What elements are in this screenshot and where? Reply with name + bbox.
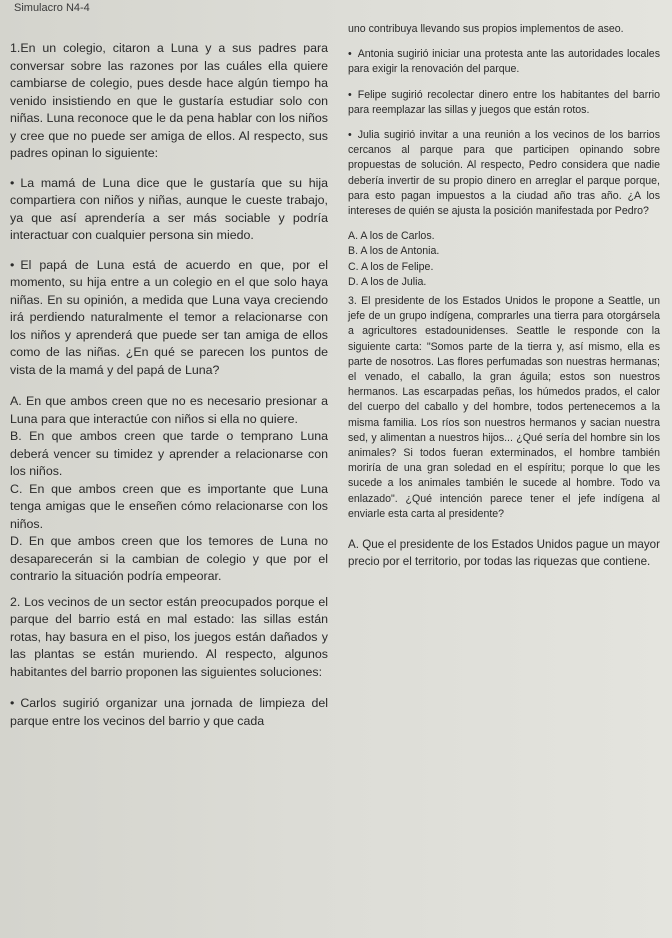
question-2-options [348, 229, 660, 290]
q2-option-a[interactable]: A. A los de Carlos. [348, 230, 435, 243]
bullet-carlos: • Carlos sugirió organizar una jornada de limpieza del parque entre los vecinos del barrio y que cada [10, 695, 328, 730]
question-3-text: 3. El presidente de los Estados Unidos le propone a Seattle, un jefe de un grupo indígena, comprarles una tierra para otorgársela a agricultores estadounidenses. Seattle le responde con la siguiente carta: "Somos parte de la tierra y, así mismo, ella es parte de nosotros. Las flores perfumadas son nuestras hermanas; el venado, el caballo, la gran águila; estos son nuestros hermanos. Las escarpadas peñas, los húmedos prados, el calor del cuerpo del caballo y del hombre, todos pertenecemos a la misma familia. Los ríos son nuestros hermanos y sacian nuestra sed, y alimentan a nuestros hijos... ¿Qué sería del hombre sin los animales? Si todos fueran exterminados, el hombre también moriría de una gran soledad en el espíritu; porque lo que les sucede a los animales también le sucede al hombre. Todo va enlazado". ¿Qué intención parece tener el jefe indígena al enviarle esta carta al presidente? [348, 295, 660, 520]
bullet-felipe: • Felipe sugirió recolectar dinero entre los habitantes del barrio para reemplazar las sillas y juegos que están rotos. [348, 88, 660, 118]
right-column [348, 22, 660, 570]
q1-option-a[interactable]: A. En que ambos creen que no es necesario presionar a Luna para que interactúe con niños si ella no quiere. [10, 394, 328, 426]
q2-option-c[interactable]: C. A los de Felipe. [348, 260, 434, 273]
left-column [10, 22, 328, 730]
q1-option-d[interactable]: D. En que ambos creen que los temores de Luna no desaparecerán si la cambian de colegio y que por el contrario la situación podría empeorar. [10, 534, 328, 583]
bullet-mom: • La mamá de Luna dice que le gustaría que su hija compartiera con niños y niñas, aunque le cueste trabajo, ya que así aprendería a ser más sociable y podría interactuar con cualquier persona sin miedo. [10, 175, 328, 245]
question-2-text: 2. Los vecinos de un sector están preocupados porque el parque del barrio está en mal estado: las sillas están rotas, hay basura en el piso, los juegos están dañados y las plantas se están muriendo. Al respecto, algunos habitantes del barrio proponen las siguientes soluciones: [10, 594, 328, 679]
bullet-carlos-continued: uno contribuya llevando sus propios implementos de aseo. [348, 23, 624, 35]
q3-option-a[interactable]: A. Que el presidente de los Estados Unidos pague un mayor precio por el territorio, por todas las riquezas que contiene. [348, 538, 660, 569]
document-header: Simulacro N4-4 [14, 2, 90, 14]
q1-option-c[interactable]: C. En que ambos creen que es importante que Luna tenga amigas que le enseñen cómo relacionarse con los niños. [10, 481, 328, 531]
q1-option-b[interactable]: B. En que ambos creen que tarde o temprano Luna deberá vencer su timidez y aprender a relacionarse con los niños. [10, 429, 328, 478]
q2-option-b[interactable]: B. A los de Antonia. [348, 245, 440, 258]
q2-option-d[interactable]: D. A los de Julia. [348, 275, 427, 288]
question-1-text: 1.En un colegio, citaron a Luna y a sus padres para conversar sobre las razones por las cuáles ella quiere cambiarse de colegio, pues desde hace algún tiempo ha venido insistiendo en que le gustaría estudiar solo con niñas. Luna reconoce que le da pena hablar con los niños y cree que no puede ser amiga de ellos. Al respecto, sus padres opinan lo siguiente: [10, 41, 328, 160]
bullet-dad: • El papá de Luna está de acuerdo en que, por el momento, su hija entre a un colegio en el que solo haya niñas. En su opinión, a medida que Luna vaya creciendo irá perdiendo naturalmente el temor a relacionarse con los niños y aprenderá que puede ser tan amiga de ellos como de las niñas. ¿En qué se parecen los puntos de vista de la mamá y del papá de Luna? [10, 257, 328, 380]
question-1-options [10, 393, 328, 586]
bullet-antonia: • Antonia sugirió iniciar una protesta ante las autoridades locales para exigir la renovación del parque. [348, 47, 660, 77]
bullet-julia: • Julia sugirió invitar a una reunión a los vecinos de los barrios cercanos al parque para que participen opinando sobre propuestas de solución. Al respecto, Pedro considera que nadie debería invertir de su propio dinero en arreglar el parque porque, para esto pagan impuestos a la ciudad año tras año. ¿A los intereses de quién se ajusta la posición manifestada por Pedro? [348, 128, 660, 219]
